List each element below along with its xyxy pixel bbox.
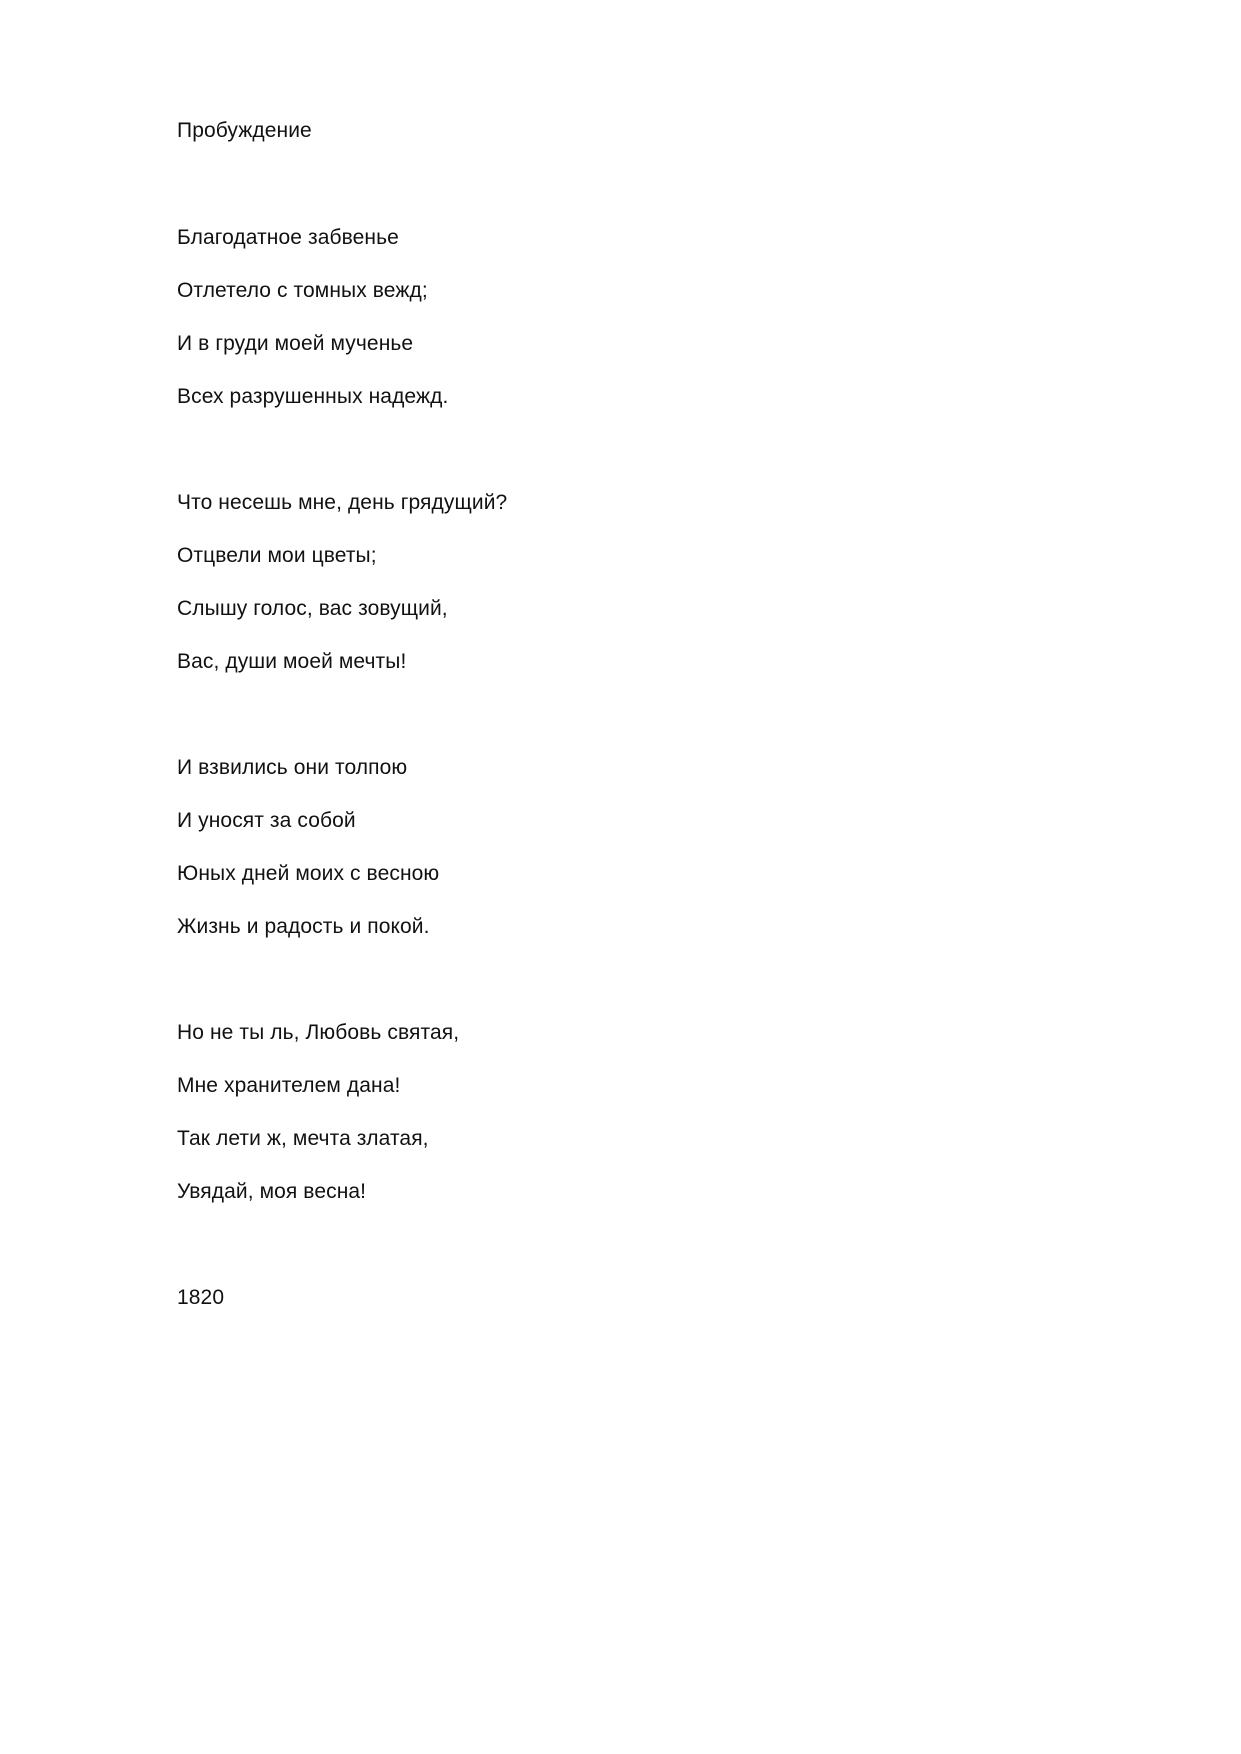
poem-line: Юных дней моих с весною	[177, 862, 440, 885]
poem-line: Мне хранителем дана!	[177, 1074, 401, 1097]
poem-line: Увядай, моя весна!	[177, 1180, 367, 1203]
poem-line: Жизнь и радость и покой.	[177, 915, 430, 938]
poem-line: Всех разрушенных надежд.	[177, 385, 449, 408]
poem-line: Что несешь мне, день грядущий?	[177, 491, 508, 514]
poem-line: Слышу голос, вас зовущий,	[177, 597, 448, 620]
poem-line: И в груди моей мученье	[177, 332, 414, 355]
poem-line: Отцвели мои цветы;	[177, 544, 377, 567]
poem-title: Пробуждение	[177, 119, 312, 142]
poem-line: И взвились они толпою	[177, 756, 408, 779]
poem-line: Вас, души моей мечты!	[177, 650, 407, 673]
poem-line: Отлетело с томных вежд;	[177, 279, 428, 302]
poem-line: Но не ты ль, Любовь святая,	[177, 1021, 460, 1044]
poem-line: И уносят за собой	[177, 809, 356, 832]
poem-line: Так лети ж, мечта златая,	[177, 1127, 429, 1150]
poem-year: 1820	[177, 1286, 225, 1309]
poem-line: Благодатное забвенье	[177, 226, 399, 249]
